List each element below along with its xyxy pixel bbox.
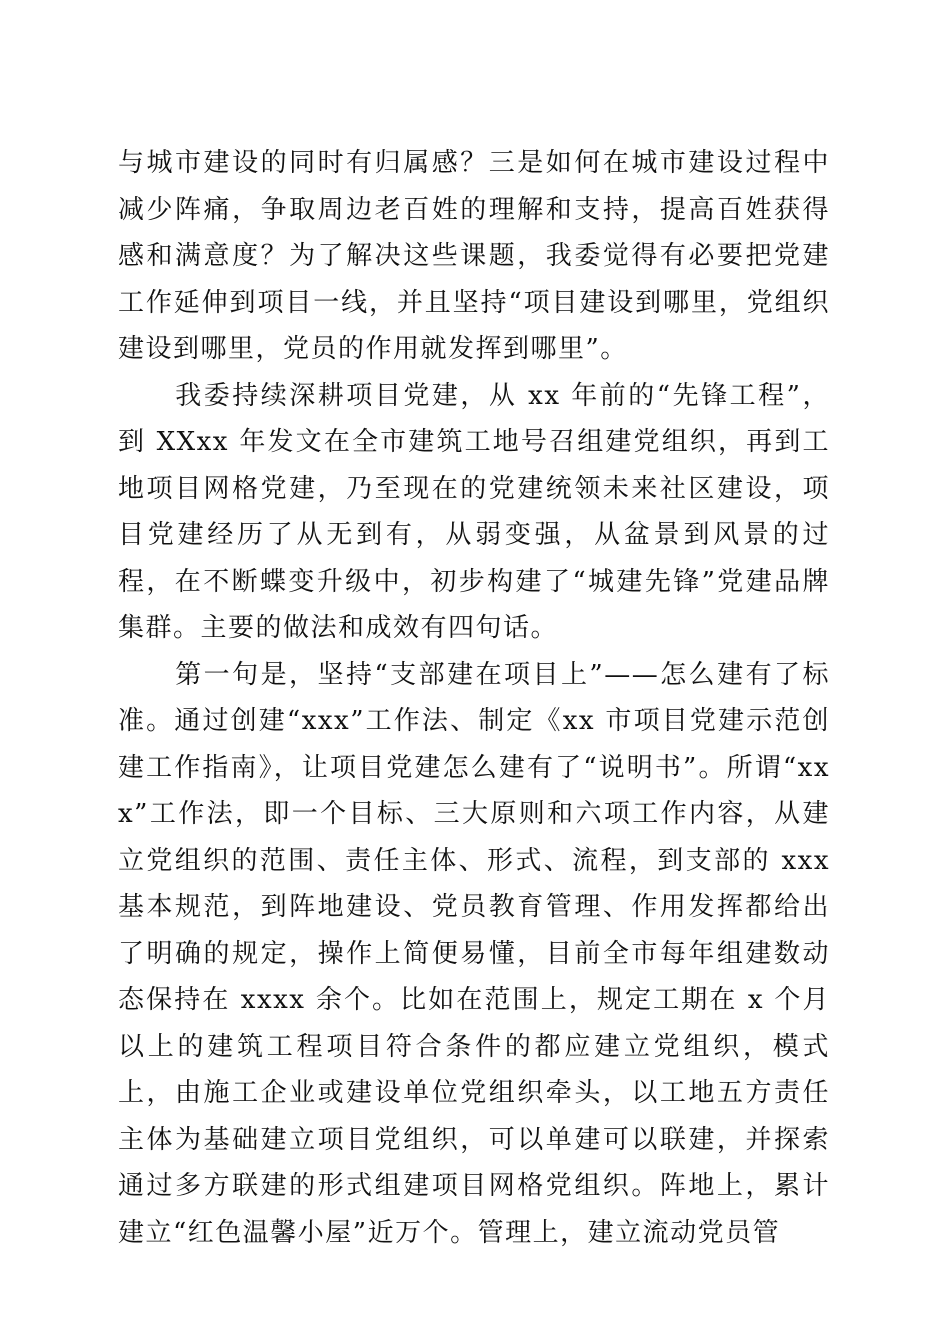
- paragraph-first-sentence: 第一句是，坚持“支部建在项目上”——怎么建有了标准。通过创建“xxx”工作法、制定《xx 市项目党建示范创建工作指南》，让项目党建怎么建有了“说明书”。所谓“xxx”工作法，即一个目标、三大原则和六项工作内容，从建立党组织的范围、责任主体、形式、流程，到支部的 xxx 基本规范，到阵地建设、党员教育管理、作用发挥都给出了明确的规定，操作上简便易懂，目前全市每年组建数动态保持在 xxxx 余个。比如在范围上，规定工期在 x 个月以上的建筑工程项目符合条件的都应建立党组织，模式上，由施工企业或建设单位党组织牵头，以工地五方责任主体为基础建立项目党组织，可以单建可以联建，并探索通过多方联建的形式组建项目网格党组织。阵地上，累计建立“红色温馨小屋”近万个。管理上，建立流动党员管: [118, 659, 830, 1248]
- document-body: [118, 140, 830, 1256]
- paragraph-project-party-building: 我委持续深耕项目党建，从 xx 年前的“先锋工程”，到 XXxx 年发文在全市建筑工地号召组建党组织，再到工地项目网格党建，乃至现在的党建统领未来社区建设，项目党建经历了从无到有，从弱变强，从盆景到风景的过程，在不断蝶变升级中，初步构建了“城建先锋”党建品牌集群。主要的做法和成效有四句话。: [118, 380, 830, 643]
- paragraph-continued: 与城市建设的同时有归属感？三是如何在城市建设过程中减少阵痛，争取周边老百姓的理解和支持，提高百姓获得感和满意度？为了解决这些课题，我委觉得有必要把党建工作延伸到项目一线，并且坚持“项目建设到哪里，党组织建设到哪里，党员的作用就发挥到哪里”。: [118, 148, 830, 364]
